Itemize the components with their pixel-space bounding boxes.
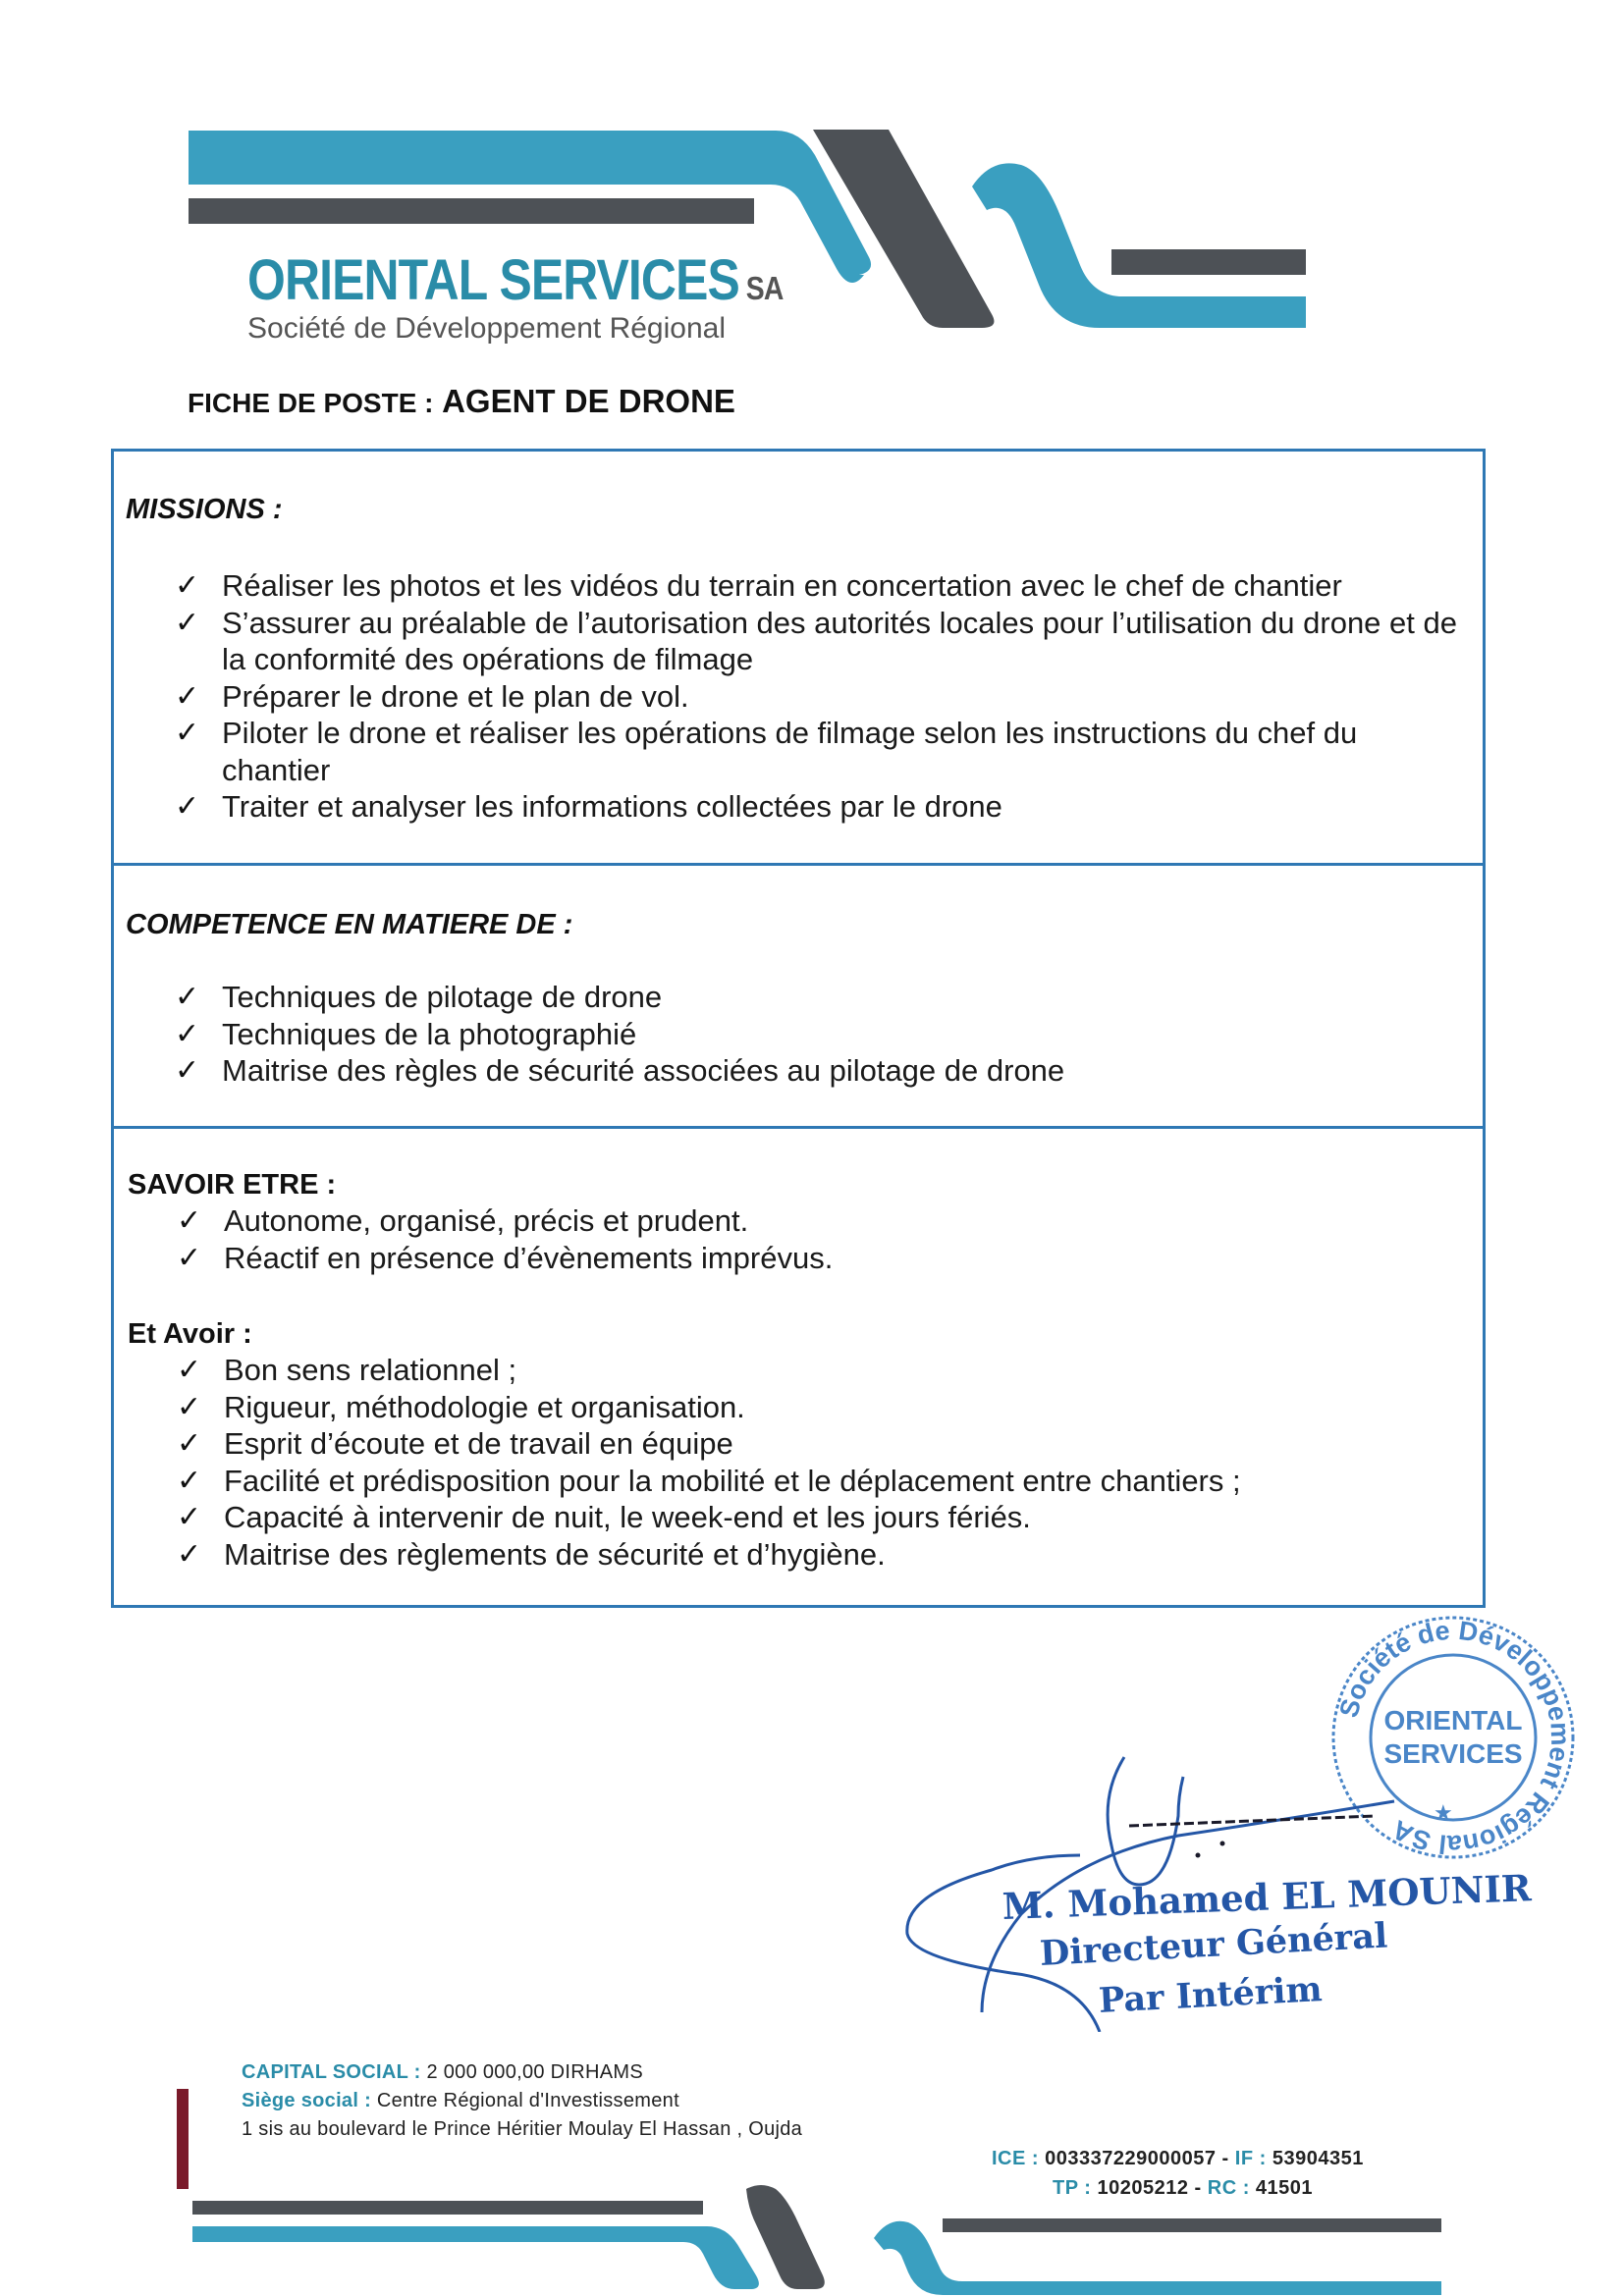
check-icon: ✓ [177,1464,202,1497]
footer-siege [242,2090,679,2112]
ice-value: 003337229000057 [1045,2148,1217,2169]
list-item-text: Maitrise des règlements de sécurité et d’hygiène. [224,1536,886,1572]
if-label: IF : [1234,2148,1267,2169]
list-item [177,1202,1463,1240]
et-avoir-list [177,1352,1463,1573]
list-item-text: Esprit d’écoute et de travail en équipe [224,1426,733,1461]
list-item [177,1499,1463,1536]
check-icon: ✓ [175,717,200,749]
siege-label: Siège social : [242,2090,372,2111]
ice-label: ICE : [992,2148,1040,2169]
list-item-text: Techniques de pilotage de drone [222,980,663,1014]
list-item [175,678,1461,716]
check-icon: ✓ [177,1390,202,1423]
rc-value: 41501 [1255,2177,1314,2199]
section-divider [111,863,1486,866]
missions-heading: MISSIONS : [126,494,283,525]
footer-ice-if: ICE : 003337229000057 - IF : 53904351 [992,2148,1364,2169]
list-item-text: Rigueur, méthodologie et organisation. [224,1389,745,1424]
check-icon: ✓ [177,1537,202,1571]
savoir-etre-list [177,1202,1463,1276]
check-icon: ✓ [175,1017,200,1050]
list-item-text: Piloter le drone et réaliser les opérations de filmage selon les instructions du chef du chantier [222,716,1358,787]
check-icon: ✓ [177,1354,202,1386]
check-icon: ✓ [175,569,200,602]
list-item-text: Autonome, organisé, précis et prudent. [224,1203,749,1238]
if-value: 53904351 [1272,2148,1364,2169]
list-item [175,788,1461,826]
list-item [175,567,1461,605]
capital-label: CAPITAL SOCIAL : [242,2061,421,2083]
list-item [175,715,1461,788]
list-item [175,605,1461,678]
check-icon: ✓ [175,679,200,713]
footer-capital [242,2061,643,2084]
company-suffix: SA [745,270,784,306]
check-icon: ✓ [177,1204,202,1237]
capital-value: 2 000 000,00 DIRHAMS [426,2061,644,2083]
check-icon: ✓ [175,606,200,639]
list-item [177,1536,1463,1574]
footer-address: 1 sis au boulevard le Prince Héritier Moulay El Hassan , Oujda [242,2118,803,2140]
star-icon: ★ [1434,1800,1453,1825]
siege-value: Centre Régional d'Investissement [376,2090,679,2111]
stamp-ring-text: Société de Développement Régional SA [1333,1615,1576,1860]
tp-label: TP : [1053,2177,1092,2199]
company-name [247,247,784,313]
list-item [177,1240,1463,1277]
check-icon: ✓ [175,1054,200,1087]
tp-value: 10205212 [1097,2177,1189,2199]
stamp-center-line2: SERVICES [1383,1738,1523,1769]
check-icon: ✓ [175,790,200,823]
title-label: FICHE DE POSTE : [188,388,434,418]
list-item [175,1052,1461,1090]
competence-heading: COMPETENCE EN MATIERE DE : [126,909,573,940]
stamp-center-line1: ORIENTAL [1383,1705,1523,1735]
signatory-interim: Par Intérim [1098,1969,1324,2021]
competence-list [175,979,1461,1090]
list-item [177,1463,1463,1500]
list-item-text: Maitrise des règles de sécurité associées au pilotage de drone [222,1053,1065,1088]
check-icon: ✓ [177,1427,202,1460]
footer-graphic [0,2160,1624,2296]
signatory-role: Directeur Général [1039,1915,1389,1974]
missions-list [175,567,1461,826]
title-job: AGENT DE DRONE [442,383,735,419]
list-item-text: S’assurer au préalable de l’autorisation des autorités locales pour l’utilisation du drone et de la conformité des opérations de filmage [222,605,1457,676]
list-item [177,1425,1463,1463]
list-item [177,1389,1463,1426]
list-item-text: Réaliser les photos et les vidéos du terrain en concertation avec le chef de chantier [222,568,1342,603]
company-tagline: Société de Développement Régional [247,312,726,345]
rc-label: RC : [1207,2177,1250,2199]
signatory-name: M. Mohamed EL MOUNIR [1001,1866,1533,1928]
footer-tp-rc: TP : 10205212 - RC : 41501 [1053,2177,1314,2199]
list-item-text: Techniques de la photographié [222,1016,637,1051]
list-item-text: Capacité à intervenir de nuit, le week-end et les jours fériés. [224,1500,1031,1534]
list-item [175,1016,1461,1053]
check-icon: ✓ [177,1501,202,1533]
list-item-text: Préparer le drone et le plan de vol. [222,678,689,714]
section-divider [111,1126,1486,1129]
list-item-text: Bon sens relationnel ; [224,1353,517,1387]
list-item [177,1352,1463,1389]
savoir-etre-heading: SAVOIR ETRE : [128,1169,337,1201]
document-title [188,383,735,420]
list-item-text: Traiter et analyser les informations collectées par le drone [222,789,1002,824]
header-logo-graphic [0,0,1624,393]
check-icon: ✓ [177,1241,202,1274]
list-item-text: Réactif en présence d’évènements imprévus. [224,1240,834,1275]
check-icon: ✓ [175,981,200,1013]
list-item [175,979,1461,1016]
list-item-text: Facilité et prédisposition pour la mobilité et le déplacement entre chantiers ; [224,1463,1241,1498]
et-avoir-heading: Et Avoir : [128,1318,252,1350]
company-name-text: ORIENTAL SERVICES [247,248,739,312]
